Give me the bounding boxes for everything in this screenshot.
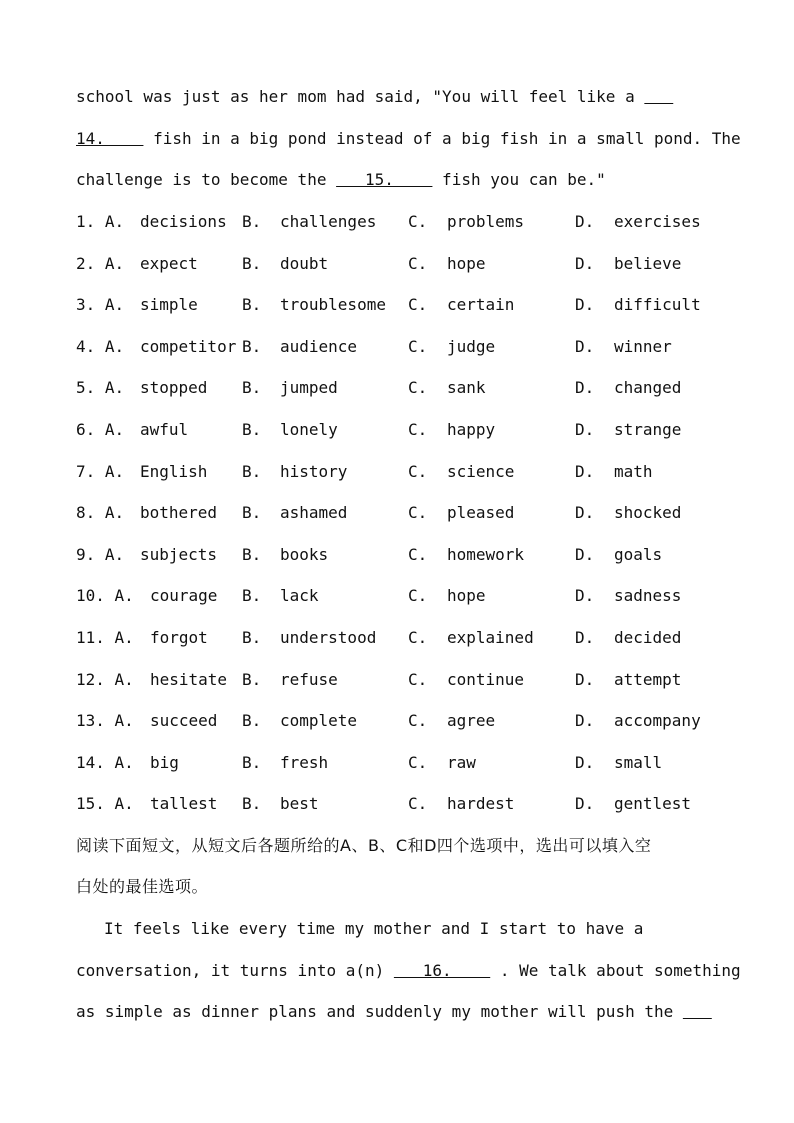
- option-d-label: D.: [575, 503, 595, 522]
- option-d-label: D.: [575, 420, 595, 439]
- option-b: jumped: [280, 378, 338, 397]
- option-b-label: B.: [242, 212, 262, 231]
- option-d-label: D.: [575, 337, 595, 356]
- option-a: succeed: [150, 711, 218, 730]
- passage-line: [76, 170, 606, 190]
- option-b: doubt: [280, 254, 329, 273]
- option-d: changed: [614, 378, 682, 397]
- question-number: 8. A.: [76, 503, 125, 522]
- option-c: pleased: [447, 503, 515, 522]
- option-a: tallest: [150, 794, 218, 813]
- option-d: winner: [614, 337, 672, 356]
- passage-line: [76, 129, 741, 149]
- option-d-label: D.: [575, 254, 595, 273]
- option-c-label: C.: [408, 711, 428, 730]
- option-b: refuse: [280, 670, 338, 689]
- question-number: 6. A.: [76, 420, 125, 439]
- option-c-label: C.: [408, 586, 428, 605]
- option-a: big: [150, 753, 179, 772]
- passage-text: fish in a big pond instead of a big fish in a small pond. The: [143, 129, 741, 148]
- option-d-label: D.: [575, 212, 595, 231]
- option-d-label: D.: [575, 586, 595, 605]
- question-number: 14. A.: [76, 753, 134, 772]
- option-c: agree: [447, 711, 496, 730]
- option-d-label: D.: [575, 753, 595, 772]
- passage-line: [76, 1002, 712, 1022]
- option-b: books: [280, 545, 329, 564]
- answer-blank-16: 16.: [393, 961, 491, 980]
- option-d: sadness: [614, 586, 682, 605]
- question-number: 9. A.: [76, 545, 125, 564]
- passage-text: challenge is to become the: [76, 170, 337, 189]
- option-b-label: B.: [242, 462, 262, 481]
- option-a: bothered: [140, 503, 218, 522]
- option-d-label: D.: [575, 378, 595, 397]
- option-d-label: D.: [575, 794, 595, 813]
- option-a: English: [140, 462, 208, 481]
- option-c-label: C.: [408, 628, 428, 647]
- option-b-label: B.: [242, 711, 262, 730]
- option-c-label: C.: [408, 212, 428, 231]
- option-c: problems: [447, 212, 525, 231]
- option-c: raw: [447, 753, 476, 772]
- option-d-label: D.: [575, 462, 595, 481]
- option-c: science: [447, 462, 515, 481]
- option-a: hesitate: [150, 670, 228, 689]
- option-b: understood: [280, 628, 377, 647]
- passage-text: conversation, it turns into a(n): [76, 961, 394, 980]
- option-d: believe: [614, 254, 682, 273]
- passage-line: [76, 87, 673, 107]
- question-number: 13. A.: [76, 711, 134, 730]
- option-b-label: B.: [242, 628, 262, 647]
- passage-text: fish you can be.": [432, 170, 606, 189]
- option-b: best: [280, 794, 319, 813]
- option-c: sank: [447, 378, 486, 397]
- option-b-label: B.: [242, 295, 262, 314]
- answer-blank: [644, 87, 673, 106]
- option-b: lonely: [280, 420, 338, 439]
- option-b-label: B.: [242, 420, 262, 439]
- option-a: courage: [150, 586, 218, 605]
- option-a: forgot: [150, 628, 208, 647]
- option-d: decided: [614, 628, 682, 647]
- question-number: 4. A.: [76, 337, 125, 356]
- option-a: subjects: [140, 545, 218, 564]
- option-b-label: B.: [242, 378, 262, 397]
- option-d: strange: [614, 420, 682, 439]
- question-number: 15. A.: [76, 794, 134, 813]
- option-c: hardest: [447, 794, 515, 813]
- option-b: fresh: [280, 753, 329, 772]
- option-b: challenges: [280, 212, 377, 231]
- option-d-label: D.: [575, 295, 595, 314]
- option-c-label: C.: [408, 254, 428, 273]
- option-c-label: C.: [408, 295, 428, 314]
- option-b: complete: [280, 711, 358, 730]
- option-c: happy: [447, 420, 496, 439]
- question-number: 3. A.: [76, 295, 125, 314]
- option-b: lack: [280, 586, 319, 605]
- passage-text: as simple as dinner plans and suddenly my mother will push the: [76, 1002, 683, 1021]
- option-d: exercises: [614, 212, 701, 231]
- option-c-label: C.: [408, 420, 428, 439]
- answer-blank-14: 14.: [76, 129, 144, 148]
- question-number: 2. A.: [76, 254, 125, 273]
- option-b: history: [280, 462, 348, 481]
- option-a: awful: [140, 420, 189, 439]
- option-c: judge: [447, 337, 496, 356]
- question-number: 5. A.: [76, 378, 125, 397]
- option-d-label: D.: [575, 545, 595, 564]
- option-c: explained: [447, 628, 534, 647]
- option-c-label: C.: [408, 378, 428, 397]
- option-b-label: B.: [242, 254, 262, 273]
- question-number: 10. A.: [76, 586, 134, 605]
- option-d: small: [614, 753, 663, 772]
- option-b: ashamed: [280, 503, 348, 522]
- option-c-label: C.: [408, 753, 428, 772]
- option-c-label: C.: [408, 670, 428, 689]
- option-c-label: C.: [408, 545, 428, 564]
- option-b-label: B.: [242, 503, 262, 522]
- option-d: shocked: [614, 503, 682, 522]
- instruction-text: 白处的最佳选项。: [76, 877, 209, 896]
- question-number: 11. A.: [76, 628, 134, 647]
- option-a: competitor: [140, 337, 237, 356]
- passage-line: [76, 961, 741, 981]
- option-a: stopped: [140, 378, 208, 397]
- option-d-label: D.: [575, 628, 595, 647]
- option-c-label: C.: [408, 337, 428, 356]
- option-b: audience: [280, 337, 358, 356]
- option-d: accompany: [614, 711, 701, 730]
- answer-blank: [683, 1002, 712, 1021]
- option-d: gentlest: [614, 794, 692, 813]
- option-a: decisions: [140, 212, 227, 231]
- question-number: 12. A.: [76, 670, 134, 689]
- option-b-label: B.: [242, 670, 262, 689]
- passage-text: school was just as her mom had said, "You will feel like a: [76, 87, 645, 106]
- option-d-label: D.: [575, 711, 595, 730]
- option-b-label: B.: [242, 545, 262, 564]
- answer-blank-15: 15.: [336, 170, 433, 189]
- option-b-label: B.: [242, 753, 262, 772]
- question-number: 7. A.: [76, 462, 125, 481]
- option-a: expect: [140, 254, 198, 273]
- option-b-label: B.: [242, 337, 262, 356]
- option-c-label: C.: [408, 794, 428, 813]
- option-c-label: C.: [408, 462, 428, 481]
- option-d: difficult: [614, 295, 701, 314]
- instruction-text: 阅读下面短文，从短文后各题所给的A、B、C和D四个选项中，选出可以填入空: [76, 836, 652, 855]
- option-c: hope: [447, 254, 486, 273]
- option-a: simple: [140, 295, 198, 314]
- passage-text: . We talk about something: [490, 961, 741, 980]
- option-b-label: B.: [242, 586, 262, 605]
- passage-line: It feels like every time my mother and I start to have a: [104, 919, 644, 938]
- option-c: continue: [447, 670, 525, 689]
- question-number: 1. A.: [76, 212, 125, 231]
- option-c: certain: [447, 295, 515, 314]
- option-c: homework: [447, 545, 525, 564]
- option-d: attempt: [614, 670, 682, 689]
- option-d: math: [614, 462, 653, 481]
- option-c: hope: [447, 586, 486, 605]
- option-d-label: D.: [575, 670, 595, 689]
- option-d: goals: [614, 545, 663, 564]
- option-c-label: C.: [408, 503, 428, 522]
- option-b-label: B.: [242, 794, 262, 813]
- option-b: troublesome: [280, 295, 386, 314]
